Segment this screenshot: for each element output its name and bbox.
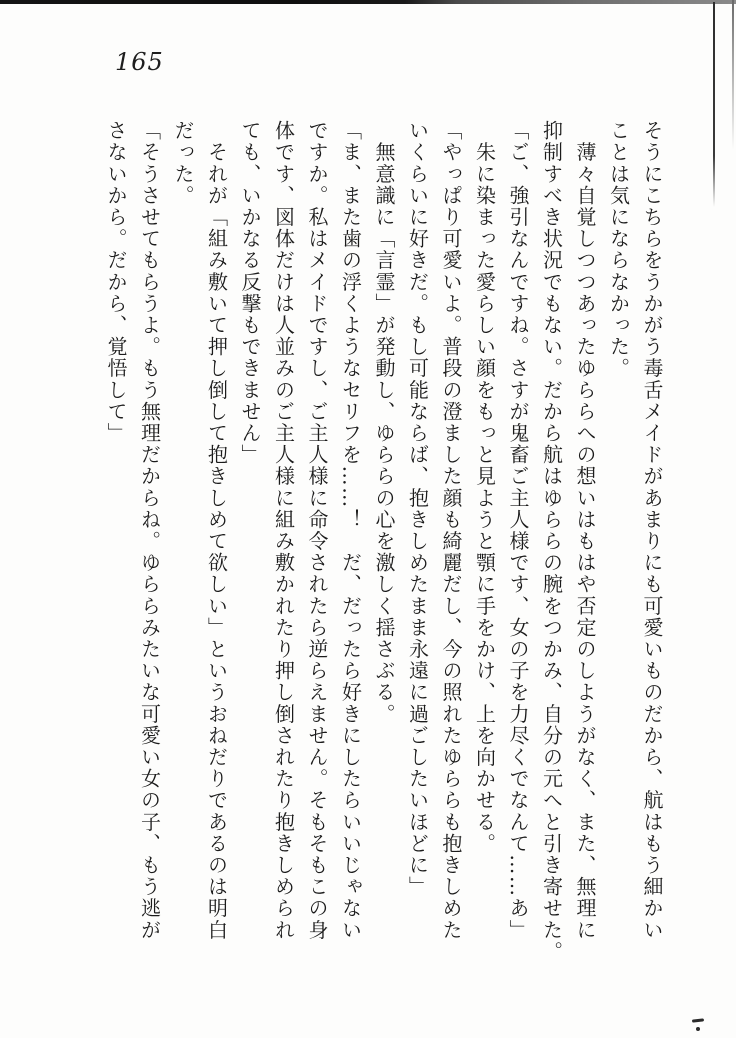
- text-column: ですか。私はメイドですし、ご主人様に命令されたら逆らえません。そもそもこの身: [305, 120, 329, 941]
- smudge-mark: [692, 1018, 704, 1022]
- text-column: 「ご、強引なんですね。さすが鬼畜ご主人様です、女の子を力尽くでなんて……あ」: [506, 120, 530, 941]
- text-column: 「やっぱり可愛いよ。普段の澄ました顔も綺麗だし、今の照れたゆららも抱きしめた: [439, 120, 463, 941]
- text-block: [99, 120, 669, 968]
- text-column: 薄々自覚しつつあったゆららへの想いはもはや否定のしようがなく、また、無理に: [573, 120, 597, 941]
- text-column: それが「組み敷いて押し倒して抱きしめて欲しい」というおねだりであるのは明白: [204, 120, 229, 941]
- text-column: ことは気にならなかった。: [606, 120, 631, 380]
- text-column: 「そうさせてもらうよ。もう無理だからね。ゆららみたいな可愛い女の子、もう逃が: [137, 120, 162, 941]
- page-number: 165: [115, 48, 164, 76]
- smudge-mark: [696, 1027, 700, 1031]
- text-column: 無意識に「言霊」が発動し、ゆららの心を激しく揺さぶる。: [372, 120, 396, 725]
- scan-artifact-line-edge: [732, 0, 734, 150]
- top-border-line: [0, 0, 736, 4]
- scan-artifact-line-inner: [713, 2, 715, 207]
- text-column: いくらいに好きだ。もし可能ならば、抱きしめたまま永遠に過ごしたいほどに」: [405, 120, 430, 898]
- text-column: 体です、図体だけは人並みのご主人様に組み敷かれたり押し倒されたり抱きしめられ: [271, 120, 296, 941]
- text-column: ても、いかなる反撃もできません」: [238, 120, 262, 466]
- text-column: さないから。だから、覚悟して」: [104, 120, 128, 444]
- text-column: 朱に染まった愛らしい顔をもっと見ようと顎に手をかけ、上を向かせる。: [472, 120, 497, 855]
- text-column: 「ま、また歯の浮くようなセリフを……！ だ、だったら好きにしたらいいじゃない: [338, 120, 363, 941]
- text-column: そうにこちらをうかがう毒舌メイドがあまりにも可愛いものだから、航はもう細かい: [640, 120, 664, 941]
- text-column: 抑制すべき状況でもない。だから航はゆららの腕をつかみ、自分の元へと引き寄せた。: [539, 120, 564, 963]
- text-column: だった。: [171, 120, 195, 207]
